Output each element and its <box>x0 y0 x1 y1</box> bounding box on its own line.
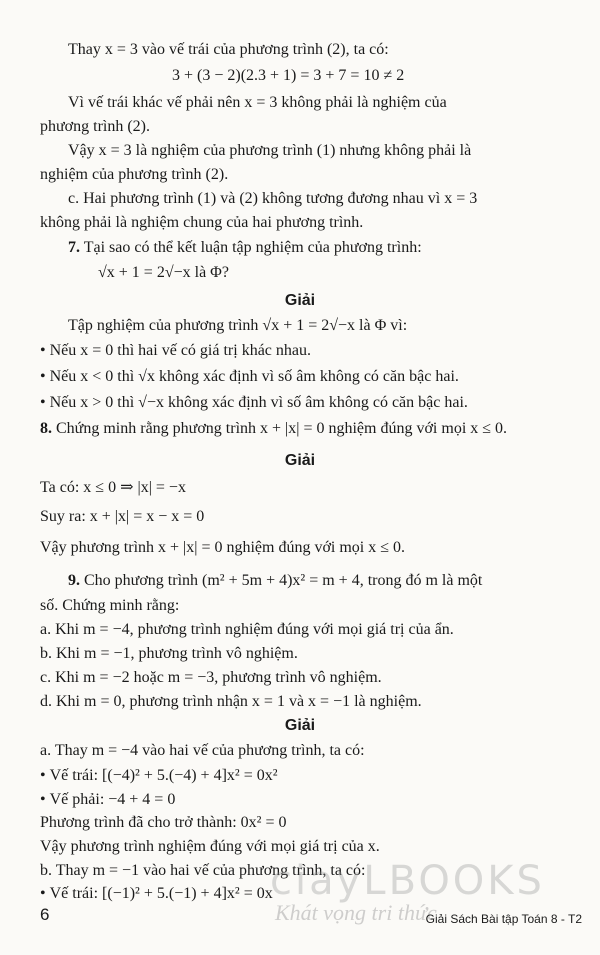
text-line: không phải là nghiệm chung của hai phương trình. <box>40 214 364 231</box>
exercise-number: 7. <box>68 239 80 256</box>
text-line: Thay x = 3 vào vế trái của phương trình (2), ta có: <box>68 41 389 58</box>
text-line: Tập nghiệm của phương trình √x + 1 = 2√−x là Φ vì: <box>68 317 408 334</box>
text-line: Vậy phương trình x + |x| = 0 nghiệm đúng với mọi x ≤ 0. <box>40 539 406 556</box>
text-line: Vì vế trái khác vế phải nên x = 3 không phải là nghiệm của <box>68 94 447 111</box>
watermark-slogan: Khát vọng tri thức <box>275 900 437 925</box>
solution-heading: Giải <box>284 452 316 469</box>
exercise-8 <box>40 419 507 439</box>
text-line: phương trình (2). <box>40 118 151 135</box>
exercise-number: 8. <box>40 420 52 437</box>
bullet-item: • Nếu x > 0 thì √−x không xác định vì số âm không có căn bậc hai. <box>40 393 468 413</box>
bullet-item: • Vế phải: −4 + 4 = 0 <box>40 790 175 810</box>
text-line: nghiệm của phương trình (2). <box>40 166 229 183</box>
exercise-7 <box>68 238 422 258</box>
exercise-9 <box>68 571 482 591</box>
text-line: b. Thay m = −1 vào hai vế của phương trình, ta có: <box>40 862 366 879</box>
page-number: 6 <box>40 905 50 924</box>
exercise-text: Chứng minh rằng phương trình x + |x| = 0 nghiệm đúng với mọi x ≤ 0. <box>56 420 508 437</box>
text-line: a. Thay m = −4 vào hai vế của phương trình, ta có: <box>40 742 365 759</box>
text-line: b. Khi m = −1, phương trình vô nghiệm. <box>40 645 298 662</box>
solution-heading: Giải <box>284 717 316 734</box>
text-line: c. Khi m = −2 hoặc m = −3, phương trình vô nghiệm. <box>40 669 382 686</box>
text-line: Vậy x = 3 là nghiệm của phương trình (1) nhưng không phải là <box>68 142 472 159</box>
exercise-text: Tại sao có thể kết luận tập nghiệm của phương trình: <box>83 239 422 256</box>
equation-line: √x + 1 = 2√−x là Φ? <box>98 264 229 281</box>
text-line: Vậy phương trình nghiệm đúng với mọi giá trị của x. <box>40 838 380 855</box>
bullet-item: • Vế trái: [(−1)² + 5.(−1) + 4]x² = 0x <box>40 884 273 904</box>
text-line: số. Chứng minh rằng: <box>40 597 180 614</box>
solution-heading: Giải <box>284 292 316 309</box>
exercise-number: 9. <box>68 572 80 589</box>
equation-line: 3 + (3 − 2)(2.3 + 1) = 3 + 7 = 10 ≠ 2 <box>172 67 405 84</box>
text-line: Phương trình đã cho trở thành: 0x² = 0 <box>40 814 287 831</box>
bullet-item: • Vế trái: [(−4)² + 5.(−4) + 4]x² = 0x² <box>40 766 278 786</box>
text-line: Suy ra: x + |x| = x − x = 0 <box>40 508 205 525</box>
footer-title: Giải Sách Bài tập Toán 8 - T2 <box>425 912 582 926</box>
text-line: Ta có: x ≤ 0 ⇒ |x| = −x <box>40 479 186 496</box>
bullet-item: • Nếu x < 0 thì √x không xác định vì số âm không có căn bậc hai. <box>40 367 459 387</box>
exercise-text: Cho phương trình (m² + 5m + 4)x² = m + 4, trong đó m là một <box>84 572 483 589</box>
text-line: d. Khi m = 0, phương trình nhận x = 1 và x = −1 là nghiệm. <box>40 693 422 710</box>
bullet-item: • Nếu x = 0 thì hai vế có giá trị khác nhau. <box>40 341 311 361</box>
watermark-brand: ciayLBOOKS <box>270 858 545 904</box>
text-line: c. Hai phương trình (1) và (2) không tương đương nhau vì x = 3 <box>68 190 478 207</box>
text-line: a. Khi m = −4, phương trình nghiệm đúng với mọi giá trị của ẩn. <box>40 621 454 638</box>
